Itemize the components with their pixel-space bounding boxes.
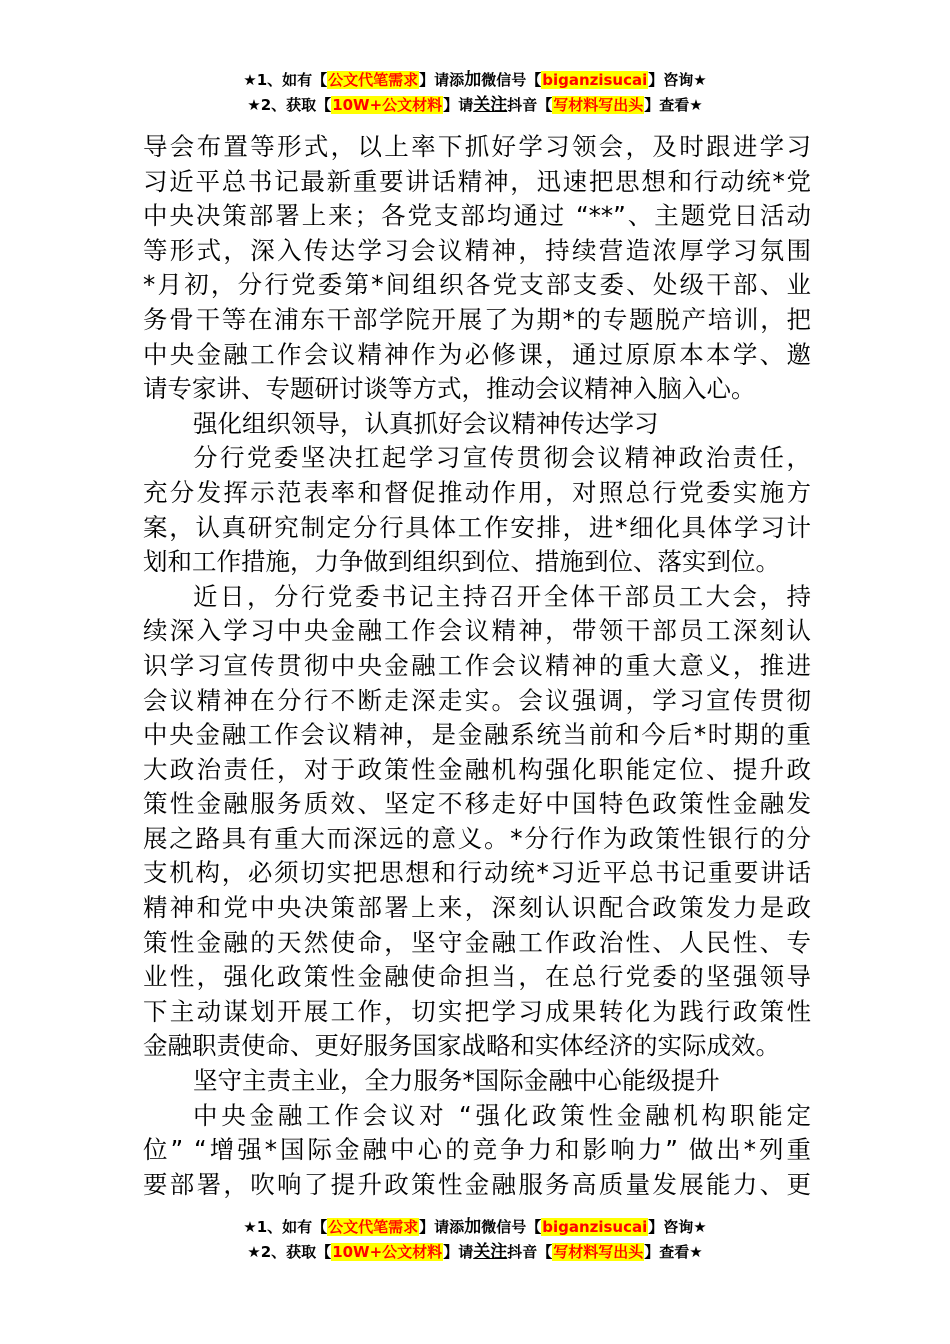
highlight-materials: 10W+公文材料: [332, 96, 443, 114]
body-line: 中央金融工作会议对 “强化政策性金融机构职能定: [193, 1100, 811, 1130]
body-line: 请专家讲、专题研讨谈等方式，推动会议精神入脑入心。: [143, 374, 756, 404]
highlight-materials: 10W+公文材料: [332, 1243, 443, 1261]
body-line: 划和工作措施，力争做到组织到位、措施到位、落实到位。: [143, 547, 780, 577]
banner-text: 关注: [473, 95, 508, 115]
body-line: 案，认真研究制定分行具体工作安排，进*细化具体学习计: [143, 512, 811, 542]
body-line: 金融职责使命、更好服务国家战略和实体经济的实际成效。: [143, 1031, 780, 1061]
body-line: 策性金融服务质效、坚定不移走好中国特色政策性金融发: [143, 789, 811, 819]
body-line: *月初，分行党委第*间组织各党支部支委、处级干部、业: [143, 270, 811, 300]
highlight-service: 公文代笔需求: [328, 1218, 419, 1236]
banner-text: 】请: [443, 96, 474, 114]
banner-text: 】查看★: [644, 1243, 703, 1261]
body-line: 下主动谋划开展工作，切实把学习成果转化为践行政策性: [143, 996, 811, 1026]
body-line: 中央决策部署上来；各党支部均通过 “**”、主题党日活动: [143, 201, 811, 231]
body-line: 位” “增强*国际金融中心的竞争力和影响力” 做出*列重: [143, 1135, 811, 1165]
body-line: 续深入学习中央金融工作会议精神，带领干部员工深刻认: [143, 616, 811, 646]
body-line: 分行党委坚决扛起学习宣传贯彻会议精神政治责任，: [193, 443, 811, 473]
body-line: 策性金融的天然使命，坚守金融工作政治性、人民性、专: [143, 927, 811, 957]
body-line: 识学习宣传贯彻中央金融工作会议精神的重大意义，推进: [143, 650, 811, 680]
body-line: 支机构，必须切实把思想和行动统*习近平总书记重要讲话: [143, 858, 811, 888]
banner-text: 微信号【: [481, 71, 542, 89]
footer-banner: [0, 1215, 950, 1265]
highlight-douyin-id: 写材料写出头: [553, 1243, 644, 1261]
banner-text: ★2、获取【: [247, 1243, 332, 1261]
body-line: 会议精神在分行不断走深走实。会议强调，学习宣传贯彻: [143, 685, 811, 715]
highlight-service: 公文代笔需求: [328, 71, 419, 89]
banner-text: 】请: [443, 1243, 474, 1261]
body-line: 精神和党中央决策部署上来，深刻认识配合政策发力是政: [143, 893, 811, 923]
body-line: 大政治责任，对于政策性金融机构强化职能定位、提升政: [143, 754, 811, 784]
banner-line-1: [0, 1215, 950, 1240]
banner-line-2: [0, 1240, 950, 1265]
banner-text: 微信号【: [481, 1218, 542, 1236]
document-body: [143, 130, 811, 1202]
body-line: 中央金融工作会议精神，是金融系统当前和今后*时期的重: [143, 720, 811, 750]
section-heading: 强化组织领导，认真抓好会议精神传达学习: [193, 408, 659, 438]
body-line: 业性，强化政策性金融使命担当，在总行党委的坚强领导: [143, 962, 811, 992]
body-line: 务骨干等在浦东干部学院开展了为期*的专题脱产培训，把: [143, 304, 811, 334]
banner-text: ★1、如有【: [243, 71, 328, 89]
banner-text: 】请添: [419, 71, 465, 89]
body-line: 展之路具有重大而深远的意义。*分行作为政策性银行的分: [143, 823, 811, 853]
banner-text: 】查看★: [644, 96, 703, 114]
header-banner: [0, 68, 950, 118]
banner-text: 抖音【: [507, 96, 553, 114]
section-heading: 坚守主责主业，全力服务*国际金融中心能级提升: [193, 1066, 720, 1096]
body-line: 习近平总书记最新重要讲话精神，迅速把思想和行动统*党: [143, 166, 811, 196]
body-line: 近日，分行党委书记主持召开全体干部员工大会，持: [193, 581, 811, 611]
banner-text: 加: [464, 70, 482, 90]
highlight-wechat-id: biganzisucai: [542, 1218, 648, 1236]
body-line: 要部署，吹响了提升政策性金融服务高质量发展能力、更: [143, 1169, 811, 1199]
banner-text: 抖音【: [507, 1243, 553, 1261]
banner-text: ★1、如有【: [243, 1218, 328, 1236]
banner-text: 关注: [473, 1242, 508, 1262]
banner-line-2: [0, 93, 950, 118]
body-line: 中央金融工作会议精神作为必修课，通过原原本本学、邀: [143, 339, 811, 369]
body-line: 导会布置等形式，以上率下抓好学习领会，及时跟进学习: [143, 132, 811, 161]
body-line: 等形式，深入传达学习会议精神，持续营造浓厚学习氛围: [143, 235, 811, 265]
banner-text: 】咨询★: [648, 1218, 707, 1236]
banner-text: 加: [464, 1217, 482, 1237]
banner-text: 】咨询★: [648, 71, 707, 89]
banner-text: 】请添: [419, 1218, 465, 1236]
banner-text: ★2、获取【: [247, 96, 332, 114]
banner-line-1: [0, 68, 950, 93]
highlight-wechat-id: biganzisucai: [542, 71, 648, 89]
body-line: 充分发挥示范表率和督促推动作用，对照总行党委实施方: [143, 477, 811, 507]
highlight-douyin-id: 写材料写出头: [553, 96, 644, 114]
